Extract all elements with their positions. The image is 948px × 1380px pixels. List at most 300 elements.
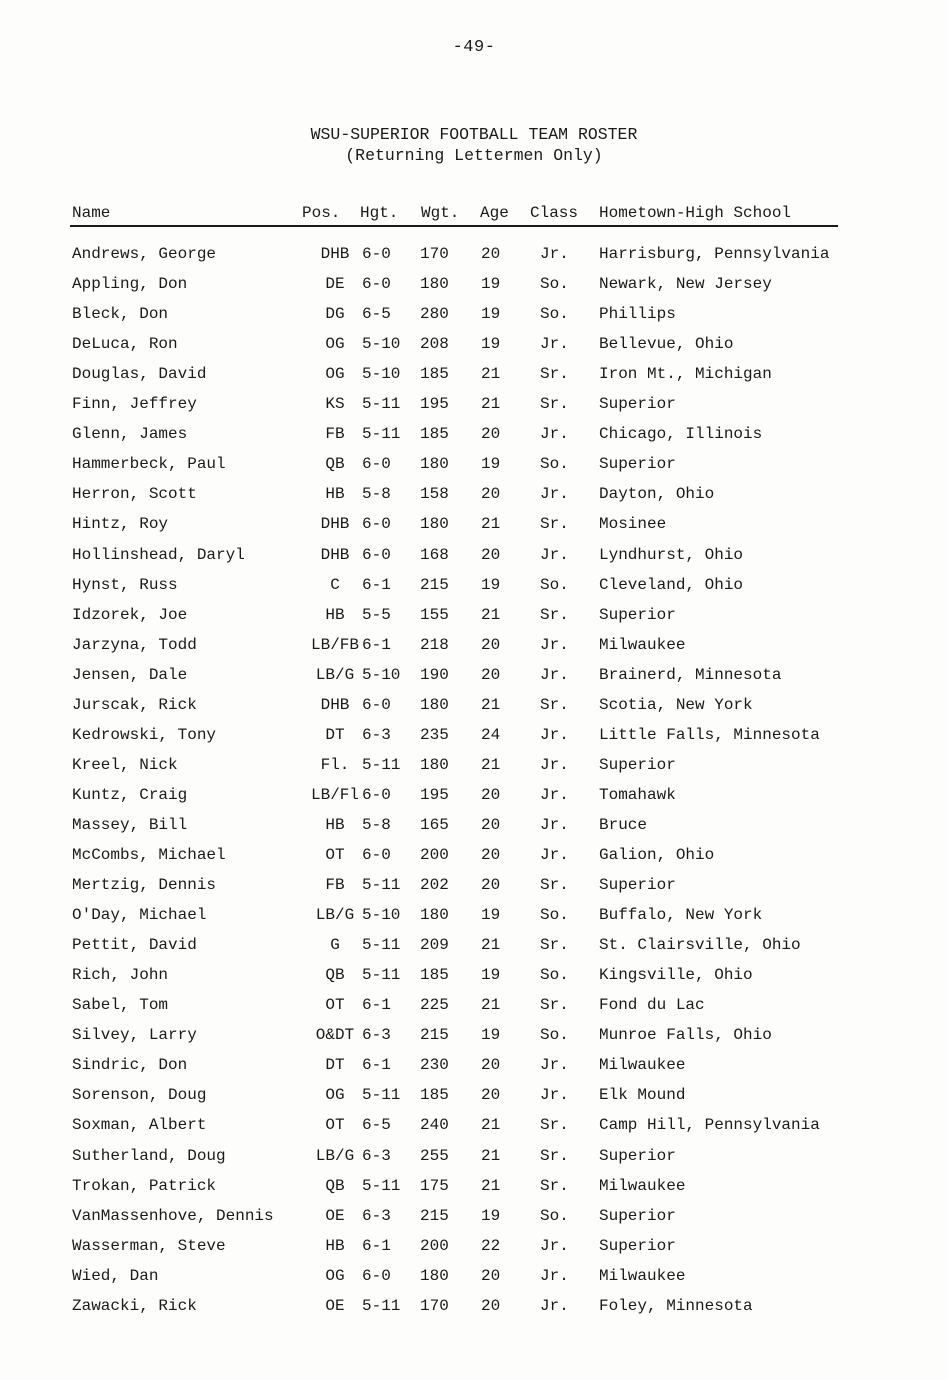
player-name: Hollinshead, Daryl xyxy=(72,545,245,564)
weight: 180 xyxy=(420,906,449,925)
age: 21 xyxy=(481,605,501,624)
height: 5-11 xyxy=(362,755,401,774)
age: 20 xyxy=(481,545,501,564)
class: So. xyxy=(540,966,569,985)
height: 6-0 xyxy=(362,1266,391,1285)
table-row xyxy=(0,364,948,386)
table-row xyxy=(0,1236,948,1258)
age: 20 xyxy=(481,635,501,654)
hometown: Camp Hill, Pennsylvania xyxy=(599,1116,820,1135)
class: So. xyxy=(540,575,569,594)
class: Jr. xyxy=(540,425,569,444)
table-row xyxy=(0,1176,948,1198)
position: LB/G xyxy=(315,906,355,925)
hometown: Fond du Lac xyxy=(599,996,705,1015)
position: FB xyxy=(325,876,345,895)
class: Sr. xyxy=(540,1176,569,1195)
age: 22 xyxy=(481,1236,501,1255)
class: So. xyxy=(540,1026,569,1045)
class: Sr. xyxy=(540,605,569,624)
table-row xyxy=(0,334,948,356)
player-name: Kreel, Nick xyxy=(72,755,178,774)
hometown: Kingsville, Ohio xyxy=(599,966,753,985)
height: 6-3 xyxy=(362,1026,391,1045)
player-name: Trokan, Patrick xyxy=(72,1176,217,1195)
position: KS xyxy=(325,395,345,414)
position: OT xyxy=(325,846,345,864)
position: QB xyxy=(325,1176,345,1195)
table-row xyxy=(0,1266,948,1288)
hometown: Munroe Falls, Ohio xyxy=(599,1026,772,1045)
position: FB xyxy=(325,425,345,444)
class: Jr. xyxy=(540,725,569,744)
height: 6-0 xyxy=(362,545,391,564)
player-name: Kedrowski, Tony xyxy=(72,725,217,744)
header-rule xyxy=(70,225,838,227)
age: 19 xyxy=(481,575,501,594)
hometown: Superior xyxy=(599,755,676,774)
class: Sr. xyxy=(540,1146,569,1165)
player-name: Finn, Jeffrey xyxy=(72,395,197,414)
weight: 209 xyxy=(420,936,449,955)
age: 19 xyxy=(481,1026,501,1045)
weight: 185 xyxy=(420,365,449,384)
weight: 175 xyxy=(420,1176,449,1195)
weight: 158 xyxy=(420,485,449,504)
position: G xyxy=(330,936,340,955)
hometown: Milwaukee xyxy=(599,1176,686,1195)
hometown: St. Clairsville, Ohio xyxy=(599,936,801,955)
weight: 240 xyxy=(420,1116,449,1135)
height: 5-10 xyxy=(362,335,401,354)
age: 19 xyxy=(481,275,501,294)
hometown: Phillips xyxy=(599,305,676,324)
height: 6-3 xyxy=(362,725,391,744)
class: Jr. xyxy=(540,1236,569,1255)
table-row xyxy=(0,514,948,536)
table-row xyxy=(0,304,948,326)
weight: 280 xyxy=(420,305,449,324)
weight: 215 xyxy=(420,1206,449,1225)
table-row xyxy=(0,484,948,506)
hometown: Superior xyxy=(599,455,676,474)
table-row xyxy=(0,545,948,567)
class: Sr. xyxy=(540,936,569,955)
player-name: Sindric, Don xyxy=(72,1056,188,1075)
player-name: Soxman, Albert xyxy=(72,1116,207,1135)
weight: 185 xyxy=(420,425,449,444)
player-name: Massey, Bill xyxy=(72,815,188,834)
hometown: Cleveland, Ohio xyxy=(599,575,744,594)
class: Sr. xyxy=(540,515,569,534)
player-name: Hintz, Roy xyxy=(72,515,169,534)
header-hometown: Hometown-High School xyxy=(599,204,792,222)
height: 6-1 xyxy=(362,1236,391,1255)
height: 5-11 xyxy=(362,1296,401,1315)
class: Jr. xyxy=(540,815,569,834)
age: 20 xyxy=(481,1296,501,1315)
table-row xyxy=(0,1025,948,1047)
height: 5-11 xyxy=(362,876,401,895)
height: 5-11 xyxy=(362,1086,401,1105)
age: 21 xyxy=(481,755,501,774)
position: DHB xyxy=(320,545,350,564)
weight: 215 xyxy=(420,1026,449,1045)
hometown: Scotia, New York xyxy=(599,695,753,714)
age: 21 xyxy=(481,395,501,414)
weight: 180 xyxy=(420,755,449,774)
position: OE xyxy=(325,1206,345,1225)
class: Sr. xyxy=(540,1116,569,1135)
table-row xyxy=(0,244,948,266)
hometown: Tomahawk xyxy=(599,785,676,804)
header-name: Name xyxy=(72,204,111,222)
position: LB/G xyxy=(315,665,355,684)
position: DE xyxy=(325,275,345,294)
weight: 215 xyxy=(420,575,449,594)
table-row xyxy=(0,695,948,717)
age: 20 xyxy=(481,876,501,895)
table-row xyxy=(0,755,948,777)
weight: 235 xyxy=(420,725,449,744)
weight: 230 xyxy=(420,1056,449,1075)
header-age: Age xyxy=(480,204,509,222)
weight: 195 xyxy=(420,395,449,414)
height: 6-3 xyxy=(362,1146,391,1165)
hometown: Harrisburg, Pennsylvania xyxy=(599,245,830,263)
header-hgt: Hgt. xyxy=(360,204,399,222)
class: Jr. xyxy=(540,545,569,564)
hometown: Milwaukee xyxy=(599,635,686,654)
class: So. xyxy=(540,906,569,925)
position: OE xyxy=(325,1296,345,1315)
weight: 180 xyxy=(420,275,449,294)
height: 5-11 xyxy=(362,395,401,414)
class: Jr. xyxy=(540,1056,569,1075)
table-row xyxy=(0,845,948,867)
weight: 200 xyxy=(420,1236,449,1255)
position: QB xyxy=(325,455,345,474)
class: So. xyxy=(540,305,569,324)
hometown: Galion, Ohio xyxy=(599,846,715,864)
height: 5-5 xyxy=(362,605,391,624)
height: 6-1 xyxy=(362,575,391,594)
height: 5-11 xyxy=(362,1176,401,1195)
age: 19 xyxy=(481,1206,501,1225)
player-name: Douglas, David xyxy=(72,365,207,384)
hometown: Mosinee xyxy=(599,515,667,534)
age: 20 xyxy=(481,245,501,263)
roster-title: WSU-SUPERIOR FOOTBALL TEAM ROSTER xyxy=(310,125,638,144)
age: 19 xyxy=(481,455,501,474)
position: OG xyxy=(325,365,345,384)
table-row xyxy=(0,875,948,897)
player-name: Wied, Dan xyxy=(72,1266,159,1285)
player-name: Jurscak, Rick xyxy=(72,695,197,714)
weight: 190 xyxy=(420,665,449,684)
hometown: Chicago, Illinois xyxy=(599,425,763,444)
player-name: Idzorek, Joe xyxy=(72,605,188,624)
weight: 200 xyxy=(420,846,449,864)
table-row xyxy=(0,905,948,927)
height: 6-0 xyxy=(362,245,391,263)
height: 6-0 xyxy=(362,695,391,714)
class: Jr. xyxy=(540,485,569,504)
age: 21 xyxy=(481,1146,501,1165)
hometown: Bellevue, Ohio xyxy=(599,335,734,354)
header-pos: Pos. xyxy=(302,204,341,222)
height: 6-1 xyxy=(362,635,391,654)
table-row xyxy=(0,725,948,747)
table-row xyxy=(0,274,948,296)
age: 20 xyxy=(481,425,501,444)
position: QB xyxy=(325,966,345,985)
age: 21 xyxy=(481,1116,501,1135)
age: 19 xyxy=(481,335,501,354)
table-row xyxy=(0,665,948,687)
player-name: Sabel, Tom xyxy=(72,996,169,1015)
hometown: Foley, Minnesota xyxy=(599,1296,753,1315)
position: DT xyxy=(325,1056,345,1075)
age: 21 xyxy=(481,936,501,955)
age: 21 xyxy=(481,1176,501,1195)
age: 21 xyxy=(481,695,501,714)
player-name: Bleck, Don xyxy=(72,305,169,324)
weight: 255 xyxy=(420,1146,449,1165)
age: 19 xyxy=(481,966,501,985)
weight: 185 xyxy=(420,966,449,985)
player-name: Sutherland, Doug xyxy=(72,1146,226,1165)
player-name: Glenn, James xyxy=(72,425,188,444)
class: Jr. xyxy=(540,665,569,684)
age: 20 xyxy=(481,815,501,834)
position: HB xyxy=(325,485,345,504)
class: Sr. xyxy=(540,695,569,714)
hometown: Iron Mt., Michigan xyxy=(599,365,772,384)
weight: 218 xyxy=(420,635,449,654)
table-row xyxy=(0,394,948,416)
weight: 185 xyxy=(420,1086,449,1105)
weight: 168 xyxy=(420,545,449,564)
height: 6-0 xyxy=(362,455,391,474)
position: Fl. xyxy=(320,755,350,774)
class: Jr. xyxy=(540,846,569,864)
class: Jr. xyxy=(540,1266,569,1285)
hometown: Dayton, Ohio xyxy=(599,485,715,504)
player-name: Mertzig, Dennis xyxy=(72,876,217,895)
class: So. xyxy=(540,455,569,474)
weight: 180 xyxy=(420,1266,449,1285)
header-class: Class xyxy=(530,204,579,222)
class: Sr. xyxy=(540,876,569,895)
position: LB/Fl xyxy=(310,785,359,804)
hometown: Superior xyxy=(599,1206,676,1225)
position: C xyxy=(330,575,340,594)
player-name: Hynst, Russ xyxy=(72,575,178,594)
table-row xyxy=(0,424,948,446)
hometown: Brainerd, Minnesota xyxy=(599,665,782,684)
position: OT xyxy=(325,1116,345,1135)
table-row xyxy=(0,454,948,476)
table-row xyxy=(0,1146,948,1168)
weight: 170 xyxy=(420,245,449,263)
table-row xyxy=(0,1115,948,1137)
weight: 208 xyxy=(420,335,449,354)
age: 20 xyxy=(481,665,501,684)
weight: 165 xyxy=(420,815,449,834)
header-wgt: Wgt. xyxy=(421,204,460,222)
player-name: Zawacki, Rick xyxy=(72,1296,197,1315)
player-name: Pettit, David xyxy=(72,936,197,955)
position: DT xyxy=(325,725,345,744)
age: 20 xyxy=(481,1086,501,1105)
table-row xyxy=(0,605,948,627)
hometown: Little Falls, Minnesota xyxy=(599,725,820,744)
player-name: Andrews, George xyxy=(72,245,217,263)
hometown: Milwaukee xyxy=(599,1056,686,1075)
height: 6-0 xyxy=(362,846,391,864)
hometown: Buffalo, New York xyxy=(599,906,763,925)
player-name: Silvey, Larry xyxy=(72,1026,197,1045)
hometown: Superior xyxy=(599,876,676,895)
table-row xyxy=(0,635,948,657)
height: 5-11 xyxy=(362,936,401,955)
age: 24 xyxy=(481,725,501,744)
age: 20 xyxy=(481,1056,501,1075)
class: Jr. xyxy=(540,335,569,354)
position: HB xyxy=(325,1236,345,1255)
class: Sr. xyxy=(540,365,569,384)
age: 21 xyxy=(481,996,501,1015)
position: O&DT xyxy=(315,1026,355,1045)
position: HB xyxy=(325,815,345,834)
age: 21 xyxy=(481,515,501,534)
height: 6-3 xyxy=(362,1206,391,1225)
table-row xyxy=(0,1085,948,1107)
roster-subtitle: (Returning Lettermen Only) xyxy=(345,146,603,165)
hometown: Milwaukee xyxy=(599,1266,686,1285)
height: 5-10 xyxy=(362,665,401,684)
position: OT xyxy=(325,996,345,1015)
height: 5-11 xyxy=(362,425,401,444)
age: 19 xyxy=(481,305,501,324)
player-name: Kuntz, Craig xyxy=(72,785,188,804)
height: 6-5 xyxy=(362,1116,391,1135)
height: 6-0 xyxy=(362,785,391,804)
table-header xyxy=(0,203,948,225)
class: Jr. xyxy=(540,755,569,774)
player-name: Rich, John xyxy=(72,966,169,985)
height: 5-8 xyxy=(362,815,391,834)
age: 20 xyxy=(481,485,501,504)
player-name: Appling, Don xyxy=(72,275,188,294)
position: HB xyxy=(325,605,345,624)
class: So. xyxy=(540,275,569,294)
height: 5-8 xyxy=(362,485,391,504)
weight: 155 xyxy=(420,605,449,624)
table-row xyxy=(0,785,948,807)
age: 20 xyxy=(481,846,501,864)
age: 21 xyxy=(481,365,501,384)
player-name: Herron, Scott xyxy=(72,485,197,504)
player-name: DeLuca, Ron xyxy=(72,335,178,354)
position: DG xyxy=(325,305,345,324)
player-name: Jensen, Dale xyxy=(72,665,188,684)
position: LB/FB xyxy=(310,635,359,654)
class: Jr. xyxy=(540,635,569,654)
height: 5-10 xyxy=(362,365,401,384)
weight: 170 xyxy=(420,1296,449,1315)
height: 6-0 xyxy=(362,275,391,294)
hometown: Superior xyxy=(599,395,676,414)
hometown: Superior xyxy=(599,1146,676,1165)
height: 6-5 xyxy=(362,305,391,324)
class: Sr. xyxy=(540,395,569,414)
hometown: Superior xyxy=(599,1236,676,1255)
player-name: VanMassenhove, Dennis xyxy=(72,1206,274,1225)
table-row xyxy=(0,1206,948,1228)
position: OG xyxy=(325,335,345,354)
player-name: Hammerbeck, Paul xyxy=(72,455,226,474)
height: 6-1 xyxy=(362,1056,391,1075)
class: Jr. xyxy=(540,1296,569,1315)
player-name: McCombs, Michael xyxy=(72,846,226,864)
height: 5-10 xyxy=(362,906,401,925)
position: LB/G xyxy=(315,1146,355,1165)
table-row xyxy=(0,1055,948,1077)
height: 5-11 xyxy=(362,966,401,985)
hometown: Newark, New Jersey xyxy=(599,275,772,294)
height: 6-0 xyxy=(362,515,391,534)
hometown: Lyndhurst, Ohio xyxy=(599,545,744,564)
hometown: Superior xyxy=(599,605,676,624)
height: 6-1 xyxy=(362,996,391,1015)
position: DHB xyxy=(320,515,350,534)
position: OG xyxy=(325,1266,345,1285)
page-number: -49- xyxy=(452,38,496,57)
weight: 180 xyxy=(420,695,449,714)
hometown: Bruce xyxy=(599,815,648,834)
weight: 202 xyxy=(420,876,449,895)
table-row xyxy=(0,815,948,837)
age: 19 xyxy=(481,906,501,925)
player-name: Wasserman, Steve xyxy=(72,1236,226,1255)
position: DHB xyxy=(320,245,350,263)
weight: 195 xyxy=(420,785,449,804)
class: Jr. xyxy=(540,785,569,804)
hometown: Elk Mound xyxy=(599,1086,686,1105)
table-row xyxy=(0,965,948,987)
class: Sr. xyxy=(540,996,569,1015)
table-row xyxy=(0,575,948,597)
table-row xyxy=(0,935,948,957)
position: DHB xyxy=(320,695,350,714)
class: Jr. xyxy=(540,245,569,263)
player-name: Jarzyna, Todd xyxy=(72,635,197,654)
table-row xyxy=(0,1296,948,1318)
weight: 180 xyxy=(420,455,449,474)
class: So. xyxy=(540,1206,569,1225)
class: Jr. xyxy=(540,1086,569,1105)
age: 20 xyxy=(481,1266,501,1285)
table-row xyxy=(0,995,948,1017)
weight: 180 xyxy=(420,515,449,534)
position: OG xyxy=(325,1086,345,1105)
age: 20 xyxy=(481,785,501,804)
weight: 225 xyxy=(420,996,449,1015)
player-name: O'Day, Michael xyxy=(72,906,207,925)
player-name: Sorenson, Doug xyxy=(72,1086,207,1105)
